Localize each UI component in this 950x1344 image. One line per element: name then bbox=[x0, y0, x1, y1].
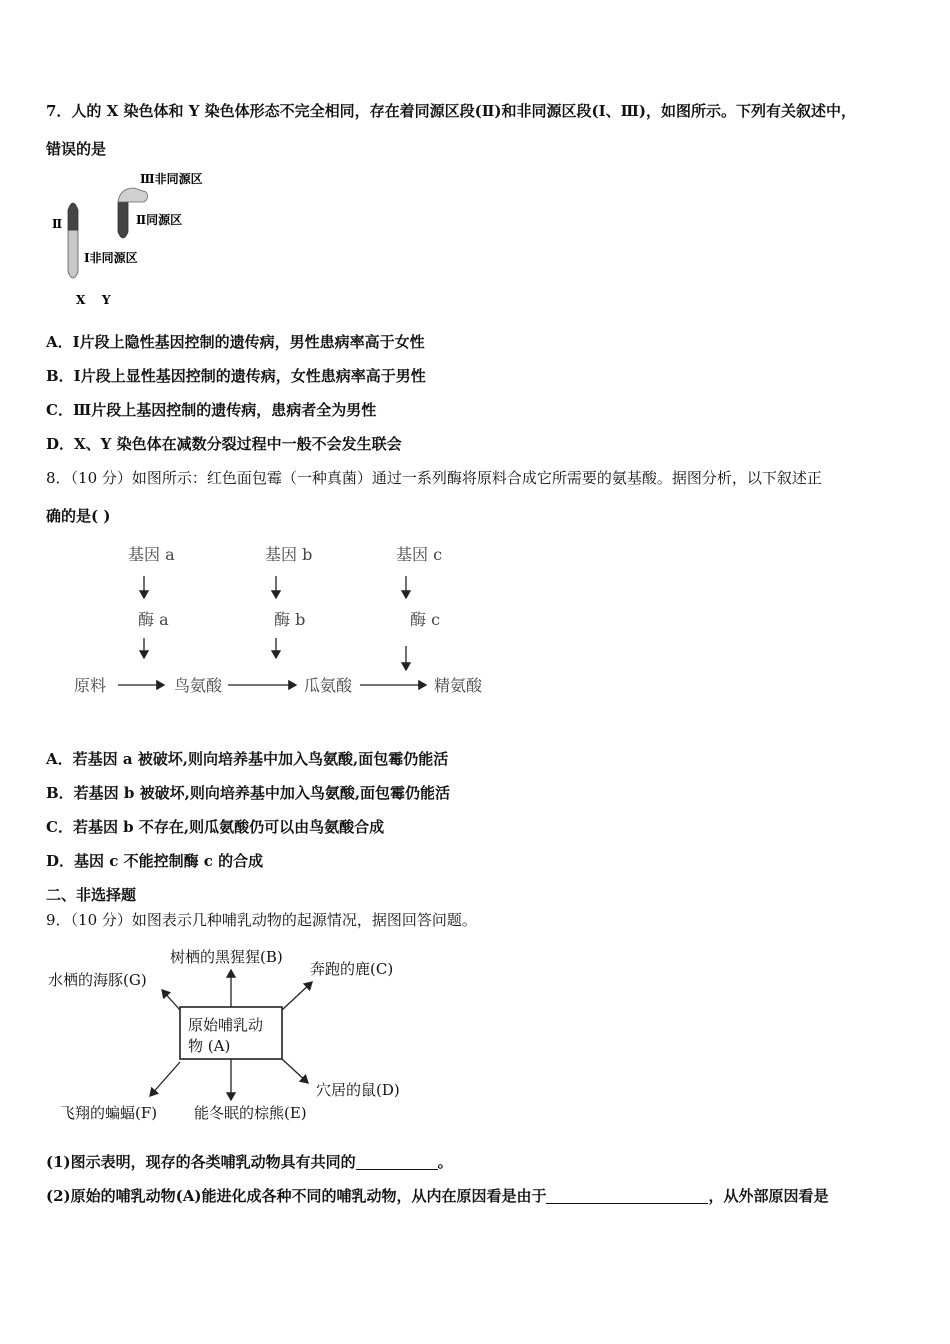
label-III: Ⅲ非同源区 bbox=[140, 172, 203, 186]
y-chromosome-upper bbox=[118, 188, 148, 202]
arrow-to-d bbox=[282, 1059, 308, 1083]
q7-chromosome-figure bbox=[46, 168, 226, 313]
q7-option-b: B．Ⅰ片段上显性基因控制的遗传病，女性患病率高于男性 bbox=[46, 367, 426, 385]
q7-option-a: A．Ⅰ片段上隐性基因控制的遗传病，男性患病率高于女性 bbox=[46, 333, 425, 351]
q7-stem-line1: 7．人的 X 染色体和 Y 染色体形态不完全相同，存在着同源区段(Ⅱ)和非同源区段(Ⅰ、Ⅲ)，如图所示。下列有关叙述中， bbox=[46, 102, 856, 120]
q9-sub1-prefix: (1)图示表明，现存的各类哺乳动物具有共同的 bbox=[46, 1153, 356, 1171]
q8-pathway-figure bbox=[60, 540, 520, 710]
citrulline: 瓜氨酸 bbox=[304, 676, 353, 695]
q8-stem-line1: 8．（10 分）如图所示：红色面包霉（一种真菌）通过一系列酶将原料合成它所需要的氨基酸。据图分析，以下叙述正 bbox=[46, 469, 822, 487]
animal-d: 穴居的鼠(D) bbox=[316, 1081, 400, 1099]
enzyme-a: 酶 a bbox=[138, 610, 169, 629]
animal-f: 飞翔的蝙蝠(F) bbox=[60, 1104, 158, 1122]
gene-c: 基因 c bbox=[396, 545, 443, 564]
animal-c: 奔跑的鹿(C) bbox=[310, 960, 394, 978]
label-II-left: Ⅱ bbox=[52, 217, 63, 231]
label-II-right: Ⅱ同源区 bbox=[136, 213, 183, 227]
q9-stem: 9．（10 分）如图表示几种哺乳动物的起源情况，据图回答问题。 bbox=[46, 911, 477, 929]
raw-material: 原料 bbox=[74, 676, 107, 695]
arginine: 精氨酸 bbox=[434, 676, 483, 695]
q8-option-b: B．若基因 b 被破坏,则向培养基中加入鸟氨酸,面包霉仍能活 bbox=[46, 784, 451, 802]
label-Y: Y bbox=[102, 293, 111, 307]
origin-label-line2: 物 (A) bbox=[188, 1037, 231, 1055]
q7-option-c: C．Ⅲ片段上基因控制的遗传病，患病者全为男性 bbox=[46, 401, 377, 419]
enzyme-b: 酶 b bbox=[274, 610, 306, 629]
x-chromosome-upper bbox=[68, 203, 78, 230]
animal-g: 水栖的海豚(G) bbox=[48, 971, 147, 989]
arrow-to-g bbox=[162, 990, 180, 1010]
q9-sub1-blank[interactable] bbox=[356, 1153, 438, 1170]
enzyme-c: 酶 c bbox=[410, 610, 441, 629]
gene-b: 基因 b bbox=[265, 545, 313, 564]
label-X: X bbox=[76, 293, 86, 307]
section-title: 二、非选择题 bbox=[46, 886, 137, 904]
animal-e: 能冬眠的棕熊(E) bbox=[194, 1104, 307, 1122]
animal-b: 树栖的黑猩猩(B) bbox=[170, 948, 283, 966]
q7-option-d: D．X、Y 染色体在减数分裂过程中一般不会发生联会 bbox=[46, 435, 402, 453]
q8-option-c: C．若基因 b 不存在,则瓜氨酸仍可以由鸟氨酸合成 bbox=[46, 818, 385, 836]
ornithine: 鸟氨酸 bbox=[174, 676, 223, 695]
label-I: Ⅰ非同源区 bbox=[84, 251, 138, 265]
y-chromosome-lower bbox=[118, 202, 128, 238]
q9-sub2 bbox=[46, 1185, 828, 1207]
q9-sub1 bbox=[46, 1151, 453, 1173]
x-chromosome-lower bbox=[68, 230, 78, 278]
arrow-to-f bbox=[150, 1062, 180, 1096]
q9-sub2-blank[interactable] bbox=[546, 1187, 708, 1204]
q8-stem-line2: 确的是( ) bbox=[46, 507, 111, 525]
gene-a: 基因 a bbox=[128, 545, 175, 564]
q8-option-d: D．基因 c 不能控制酶 c 的合成 bbox=[46, 852, 264, 870]
q9-sub2-suffix: ，从外部原因看是 bbox=[708, 1187, 829, 1205]
q8-option-a: A．若基因 a 被破坏,则向培养基中加入鸟氨酸,面包霉仍能活 bbox=[46, 750, 449, 768]
q9-sub2-prefix: (2)原始的哺乳动物(A)能进化成各种不同的哺乳动物，从内在原因看是由于 bbox=[46, 1187, 547, 1205]
q7-stem-line2: 错误的是 bbox=[46, 140, 107, 158]
q9-sub1-suffix: 。 bbox=[437, 1153, 453, 1171]
q9-evolution-figure bbox=[46, 940, 418, 1130]
origin-label-line1: 原始哺乳动 bbox=[188, 1016, 264, 1034]
arrow-to-c bbox=[282, 982, 312, 1010]
